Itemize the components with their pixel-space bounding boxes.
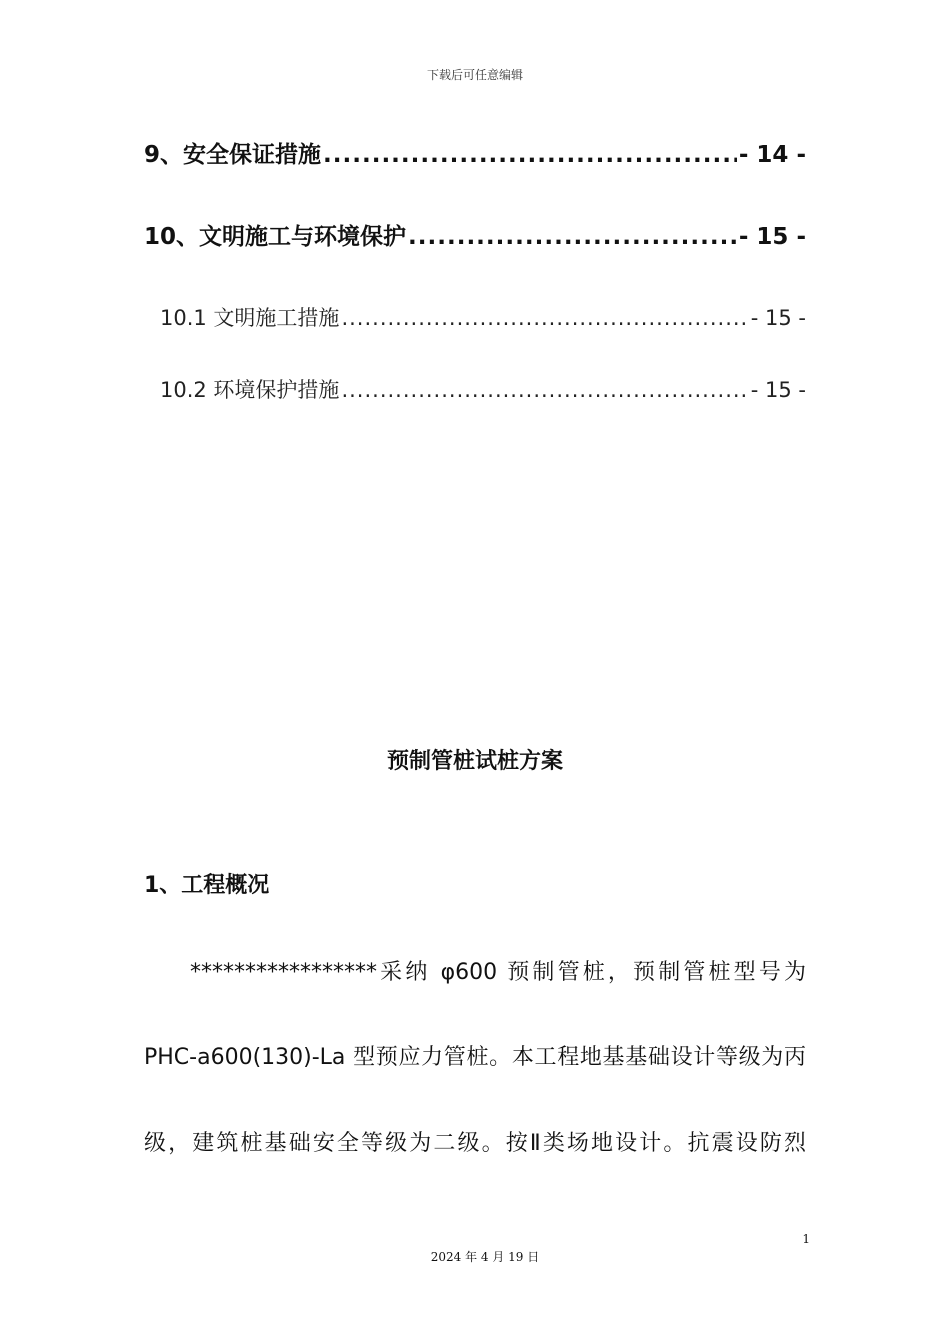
toc-entry-page: - 14 - (738, 142, 806, 168)
paragraph-line: *****************采纳 φ600 预制管桩，预制管桩型号为 (190, 960, 806, 985)
toc-entry-page: - 15 - (750, 306, 806, 330)
toc-entry-title: 10.2 环境保护措施 (160, 378, 340, 402)
section-heading: 1、工程概况 (144, 873, 270, 898)
toc-dot-leader (341, 306, 748, 330)
footer-date: 2024 年 4 月 19 日 (430, 1250, 540, 1264)
toc-dot-leader (323, 142, 737, 168)
toc-entry-title: 10.1 文明施工措施 (160, 306, 340, 330)
paragraph-line: PHC-a600(130)-La 型预应力管桩。本工程地基基础设计等级为丙 (144, 1045, 806, 1070)
toc-subentry[interactable] (160, 302, 806, 332)
toc-entry[interactable] (144, 136, 806, 169)
toc-entry-title: 10、文明施工与环境保护 (144, 224, 407, 250)
page-header: 下载后可任意编辑 (426, 68, 523, 82)
toc-entry[interactable] (144, 218, 806, 251)
page-number: 1 (802, 1232, 810, 1246)
toc-entry-page: - 15 - (738, 224, 806, 250)
toc-dot-leader (341, 378, 748, 402)
toc-entry-title: 9、安全保证措施 (144, 142, 322, 168)
paragraph-line: 级，建筑桩基础安全等级为二级。按Ⅱ类场地设计。抗震设防烈 (144, 1131, 806, 1156)
toc-entry-page: - 15 - (750, 378, 806, 402)
toc-subentry[interactable] (160, 374, 806, 404)
document-title: 预制管桩试桩方案 (386, 749, 563, 774)
toc-dot-leader (408, 224, 737, 250)
